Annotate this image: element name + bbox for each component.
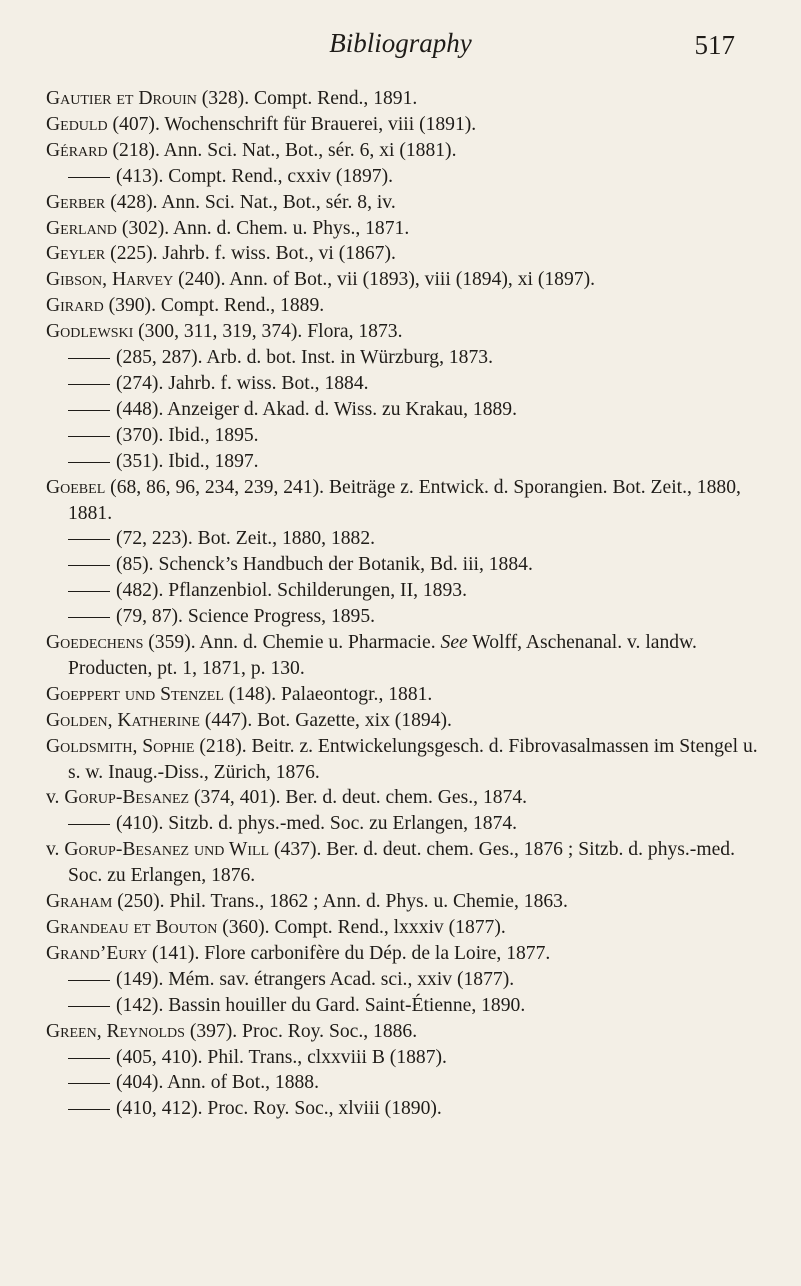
ditto-dash bbox=[68, 384, 110, 385]
bibliography-entry bbox=[46, 138, 766, 164]
bibliography-entry bbox=[46, 164, 766, 190]
entry-citation: (274). Jahrb. f. wiss. Bot., 1884. bbox=[116, 372, 369, 394]
bibliography-entry bbox=[46, 1045, 766, 1071]
entry-citation: (141). Flore carbonifère du Dép. de la Loire, 1877. bbox=[152, 942, 551, 964]
ditto-dash bbox=[68, 617, 110, 618]
entry-prefix: v. bbox=[46, 787, 65, 809]
entry-citation: (300, 311, 319, 374). Flora, 1873. bbox=[138, 321, 403, 343]
ditto-dash bbox=[68, 358, 110, 359]
entry-citation: (413). Compt. Rend., cxxiv (1897). bbox=[116, 165, 394, 187]
entry-citation: (85). Schenck’s Handbuch der Botanik, Bd. iii, 1884. bbox=[116, 554, 533, 576]
ditto-dash bbox=[68, 410, 110, 411]
bibliography-entry bbox=[46, 216, 766, 242]
entry-author: Goeppert und Stenzel bbox=[46, 683, 224, 705]
bibliography-entry bbox=[46, 837, 766, 889]
bibliography-list bbox=[46, 86, 766, 1122]
entry-citation-continued: Wolff, Aschenanal. v. landw. Producten, pt. 1, 1871, p. 130. bbox=[68, 632, 697, 679]
bibliography-entry bbox=[46, 889, 766, 915]
entry-citation: (68, 86, 96, 234, 239, 241). Beiträge z. Entwick. d. Sporangien. Bot. Zeit., 1880, 1881. bbox=[68, 476, 741, 524]
entry-citation: (397). Proc. Roy. Soc., 1886. bbox=[189, 1020, 418, 1042]
entry-citation: (482). Pflanzenbiol. Schilderungen, II, 1893. bbox=[116, 580, 467, 602]
ditto-dash bbox=[68, 565, 110, 566]
entry-author: Geduld bbox=[46, 113, 108, 135]
ditto-dash bbox=[68, 1006, 110, 1007]
entry-author: Golden, Katherine bbox=[46, 709, 200, 731]
ditto-dash bbox=[68, 824, 110, 825]
entry-citation: (149). Mém. sav. étrangers Acad. sci., xxiv (1877). bbox=[116, 968, 515, 990]
page-number: 517 bbox=[694, 30, 735, 60]
entry-author: Geyler bbox=[46, 243, 106, 265]
entry-author: Gerland bbox=[46, 217, 117, 239]
entry-citation: (328). Compt. Rend., 1891. bbox=[201, 88, 418, 109]
ditto-dash bbox=[68, 1109, 110, 1110]
entry-citation: (302). Ann. d. Chem. u. Phys., 1871. bbox=[121, 217, 410, 239]
bibliography-entry bbox=[46, 630, 766, 682]
ditto-dash bbox=[68, 539, 110, 540]
entry-citation: (360). Compt. Rend., lxxxiv (1877). bbox=[222, 917, 506, 938]
entry-citation: (407). Wochenschrift für Brauerei, viii (1891). bbox=[112, 113, 477, 135]
bibliography-entry bbox=[46, 526, 766, 552]
bibliography-entry bbox=[46, 112, 766, 138]
bibliography-entry bbox=[46, 785, 766, 811]
entry-citation: (370). Ibid., 1895. bbox=[116, 424, 259, 446]
entry-author: Girard bbox=[46, 295, 104, 317]
entry-author: Graham bbox=[46, 891, 113, 913]
running-title: Bibliography bbox=[329, 28, 472, 58]
bibliography-entry bbox=[46, 604, 766, 630]
entry-citation: (250). Phil. Trans., 1862 ; Ann. d. Phys. u. Chemie, 1863. bbox=[117, 891, 568, 913]
entry-citation: (390). Compt. Rend., 1889. bbox=[108, 295, 325, 317]
entry-author: Gérard bbox=[46, 139, 108, 161]
entry-citation: (240). Ann. of Bot., vii (1893), viii (1894), xi (1897). bbox=[178, 269, 595, 291]
bibliography-entry bbox=[46, 345, 766, 371]
entry-citation: (410). Sitzb. d. phys.-med. Soc. zu Erlangen, 1874. bbox=[116, 813, 518, 835]
entry-citation: (285, 287). Arb. d. bot. Inst. in Würzburg, 1873. bbox=[116, 347, 493, 369]
entry-citation: (351). Ibid., 1897. bbox=[116, 450, 259, 472]
bibliography-entry bbox=[46, 578, 766, 604]
entry-citation: (404). Ann. of Bot., 1888. bbox=[116, 1072, 320, 1094]
bibliography-entry bbox=[46, 1096, 766, 1122]
page-header bbox=[0, 28, 801, 72]
entry-citation: (72, 223). Bot. Zeit., 1880, 1882. bbox=[116, 528, 376, 550]
bibliography-entry bbox=[46, 708, 766, 734]
entry-citation: (410, 412). Proc. Roy. Soc., xlviii (1890). bbox=[116, 1098, 442, 1120]
entry-citation: (148). Palaeontogr., 1881. bbox=[228, 683, 433, 705]
entry-author: Gerber bbox=[46, 191, 106, 213]
entry-author: Green, Reynolds bbox=[46, 1020, 185, 1042]
bibliography-entry bbox=[46, 319, 766, 345]
entry-citation: (374, 401). Ber. d. deut. chem. Ges., 1874. bbox=[194, 787, 528, 809]
entry-citation: (437). Ber. d. deut. chem. Ges., 1876 ; Sitzb. d. phys.-med. Soc. zu Erlangen, 1876. bbox=[68, 839, 735, 887]
bibliography-entry bbox=[46, 993, 766, 1019]
entry-citation: (428). Ann. Sci. Nat., Bot., sér. 8, iv. bbox=[110, 191, 396, 213]
entry-see-reference: See bbox=[440, 632, 468, 654]
bibliography-entry bbox=[46, 371, 766, 397]
ditto-dash bbox=[68, 462, 110, 463]
entry-citation: (218). Ann. Sci. Nat., Bot., sér. 6, xi (1881). bbox=[112, 139, 457, 161]
entry-author: Godlewski bbox=[46, 321, 134, 343]
entry-author: Gorup-Besanez und Will bbox=[64, 839, 270, 861]
entry-prefix: v. bbox=[46, 839, 65, 861]
bibliography-entry bbox=[46, 1070, 766, 1096]
entry-author: Goebel bbox=[46, 476, 106, 498]
bibliography-entry bbox=[46, 475, 766, 527]
ditto-dash bbox=[68, 436, 110, 437]
bibliography-entry bbox=[46, 915, 766, 941]
bibliography-entry bbox=[46, 241, 766, 267]
bibliography-entry bbox=[46, 190, 766, 216]
ditto-dash bbox=[68, 591, 110, 592]
ditto-dash bbox=[68, 1058, 110, 1059]
entry-citation: (405, 410). Phil. Trans., clxxviii B (1887). bbox=[116, 1046, 447, 1068]
entry-author: Goldsmith, Sophie bbox=[46, 735, 195, 757]
entry-citation: (79, 87). Science Progress, 1895. bbox=[116, 606, 376, 628]
bibliography-entry bbox=[46, 267, 766, 293]
bibliography-entry bbox=[46, 967, 766, 993]
bibliography-entry bbox=[46, 397, 766, 423]
entry-author: Grandeau et Bouton bbox=[46, 917, 218, 938]
entry-citation: (359). Ann. d. Chemie u. Pharmacie. bbox=[148, 632, 436, 654]
ditto-dash bbox=[68, 177, 110, 178]
ditto-dash bbox=[68, 1083, 110, 1084]
entry-citation: (448). Anzeiger d. Akad. d. Wiss. zu Krakau, 1889. bbox=[116, 398, 517, 420]
bibliography-entry bbox=[46, 941, 766, 967]
entry-author: Grand’Eury bbox=[46, 942, 148, 964]
bibliography-entry bbox=[46, 682, 766, 708]
bibliography-entry bbox=[46, 734, 766, 786]
bibliography-entry bbox=[46, 86, 766, 112]
entry-citation: (447). Bot. Gazette, xix (1894). bbox=[204, 709, 452, 731]
entry-citation: (142). Bassin houiller du Gard. Saint-Étienne, 1890. bbox=[116, 994, 526, 1016]
bibliography-entry bbox=[46, 811, 766, 837]
bibliography-entry bbox=[46, 449, 766, 475]
ditto-dash bbox=[68, 980, 110, 981]
bibliography-entry bbox=[46, 1019, 766, 1045]
entry-author: Gautier et Drouin bbox=[46, 88, 197, 109]
bibliography-entry bbox=[46, 423, 766, 449]
entry-citation: (218). Beitr. z. Entwickelungsgesch. d. Fibrovasalmassen im Stengel u. s. w. Inaug.-Diss., Zürich, 1876. bbox=[68, 735, 758, 783]
bibliography-entry bbox=[46, 552, 766, 578]
entry-citation: (225). Jahrb. f. wiss. Bot., vi (1867). bbox=[110, 243, 396, 265]
bibliography-entry bbox=[46, 293, 766, 319]
entry-author: Gibson, Harvey bbox=[46, 269, 174, 291]
entry-author: Gorup-Besanez bbox=[64, 787, 190, 809]
entry-author: Goedechens bbox=[46, 632, 144, 654]
